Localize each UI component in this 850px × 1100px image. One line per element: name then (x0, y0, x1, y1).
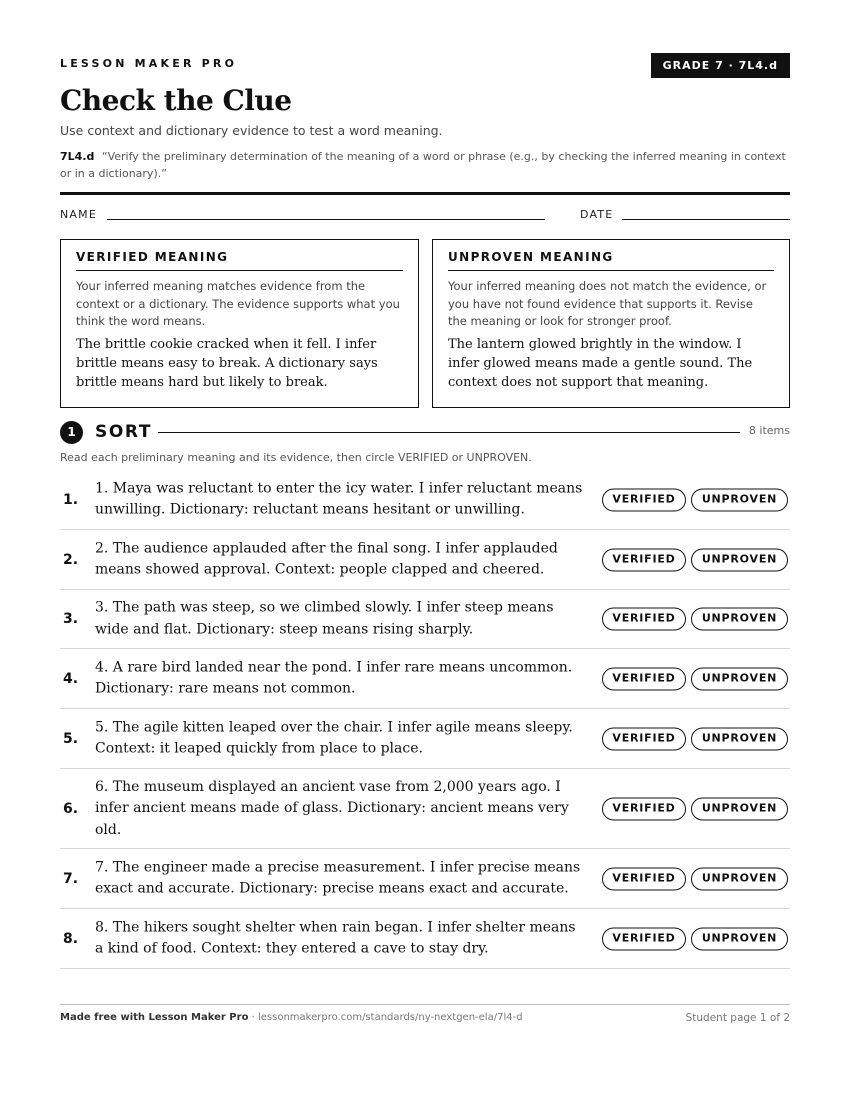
section-number-badge: 1 (60, 421, 83, 444)
item-number: 8. (63, 930, 79, 947)
page-subtitle: Use context and dictionary evidence to test a word meaning. (60, 123, 443, 138)
verified-option[interactable]: VERIFIED (602, 488, 686, 511)
item-number: 2. (63, 551, 79, 568)
item-text: 5. The agile kitten leaped over the chair. I infer agile means sleepy. Context: it leaped quickly from place to place. (95, 719, 573, 757)
item-text: 8. The hikers sought shelter when rain began. I infer shelter means a kind of food. Context: they entered a cave to stay dry. (95, 919, 576, 957)
item-text: 7. The engineer made a precise measurement. I infer precise means exact and accurate. Dictionary: precise means exact and accurate. (95, 859, 581, 897)
verified-option[interactable]: VERIFIED (602, 727, 686, 750)
unproven-option[interactable]: UNPROVEN (691, 867, 788, 890)
box-title: VERIFIED MEANING (76, 250, 403, 271)
verified-option[interactable]: VERIFIED (602, 867, 686, 890)
unproven-option[interactable]: UNPROVEN (691, 608, 788, 631)
item-count: 8 items (748, 424, 790, 437)
footer-credit (60, 1012, 523, 1023)
footer-made-with: Made free with Lesson Maker Pro (60, 1012, 249, 1023)
item-text: 4. A rare bird landed near the pond. I infer rare means uncommon. Dictionary: rare means not common. (95, 659, 573, 697)
name-field[interactable] (107, 219, 545, 220)
list-item (60, 649, 790, 709)
box-example: The lantern glowed brightly in the window. I infer glowed means made a gentle sound. The context does not support that meaning. (448, 336, 753, 390)
section-instructions: Read each preliminary meaning and its evidence, then circle VERIFIED or UNPROVEN. (60, 451, 532, 464)
unproven-option[interactable]: UNPROVEN (691, 727, 788, 750)
standard-text: “Verify the preliminary determination of the meaning of a word or phrase (e.g., by checking the inferred meaning in context or in a dictionary).” (60, 150, 786, 180)
footer-url[interactable]: · lessonmakerpro.com/standards/ny-nextgen-ela/7l4-d (248, 1012, 523, 1023)
box-title: UNPROVEN MEANING (448, 250, 774, 271)
unproven-meaning-box (432, 239, 790, 408)
verified-option[interactable]: VERIFIED (602, 608, 686, 631)
standard-code: 7L4.d (60, 150, 95, 163)
date-label: DATE (580, 208, 614, 221)
list-item (60, 849, 790, 909)
date-field[interactable] (622, 219, 790, 220)
item-number: 6. (63, 800, 79, 817)
list-item (60, 709, 790, 769)
section-title: SORT (95, 422, 153, 442)
worksheet-page (60, 0, 790, 1100)
brand-name: LESSON MAKER PRO (60, 57, 238, 70)
item-number: 4. (63, 670, 79, 687)
name-label: NAME (60, 208, 97, 221)
verified-option[interactable]: VERIFIED (602, 797, 686, 820)
grade-badge: GRADE 7 · 7L4.d (651, 53, 790, 78)
box-example: The brittle cookie cracked when it fell. I infer brittle means easy to break. A dictionary says brittle means hard but likely to break. (76, 336, 378, 390)
list-item (60, 590, 790, 649)
box-description: Your inferred meaning does not match the evidence, or you have not found evidence that supports it. Revise the meaning or look for stronger proof. (448, 279, 767, 328)
item-number: 7. (63, 870, 79, 887)
list-item (60, 909, 790, 969)
verified-option[interactable]: VERIFIED (602, 548, 686, 571)
section-divider (158, 432, 740, 433)
item-number: 1. (63, 491, 79, 508)
verified-meaning-box (60, 239, 419, 408)
item-number: 5. (63, 730, 79, 747)
unproven-option[interactable]: UNPROVEN (691, 927, 788, 950)
list-item (60, 769, 790, 849)
item-text: 1. Maya was reluctant to enter the icy water. I infer reluctant means unwilling. Dictionary: reluctant means hesitant or unwilling. (95, 480, 583, 518)
footer-page-number: Student page 1 of 2 (685, 1012, 790, 1024)
standard-statement (60, 148, 790, 182)
header-divider (60, 192, 790, 195)
page-title: Check the Clue (60, 84, 292, 117)
item-number: 3. (63, 611, 79, 627)
unproven-option[interactable]: UNPROVEN (691, 488, 788, 511)
item-text: 3. The path was steep, so we climbed slowly. I infer steep means wide and flat. Dictionary: steep means rising sharply. (95, 599, 554, 637)
footer-divider (60, 1004, 790, 1005)
item-text: 6. The museum displayed an ancient vase from 2,000 years ago. I infer ancient means made of glass. Dictionary: ancient means very old. (95, 778, 569, 838)
list-item (60, 470, 790, 530)
verified-option[interactable]: VERIFIED (602, 927, 686, 950)
unproven-option[interactable]: UNPROVEN (691, 667, 788, 690)
unproven-option[interactable]: UNPROVEN (691, 797, 788, 820)
box-description: Your inferred meaning matches evidence from the context or a dictionary. The evidence supports what you think the word means. (76, 279, 400, 328)
list-item (60, 530, 790, 590)
verified-option[interactable]: VERIFIED (602, 667, 686, 690)
item-text: 2. The audience applauded after the final song. I infer applauded means showed approval. Context: people clapped and cheered. (95, 540, 558, 578)
unproven-option[interactable]: UNPROVEN (691, 548, 788, 571)
